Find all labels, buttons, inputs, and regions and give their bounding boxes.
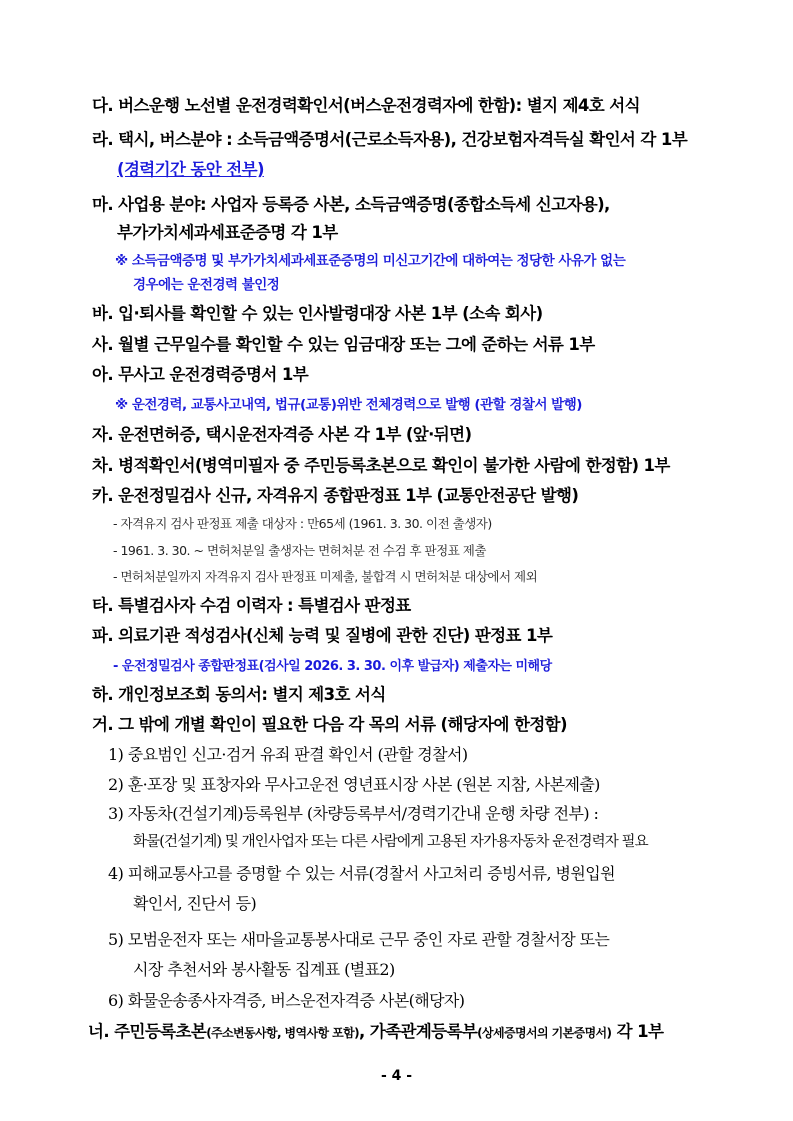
item-geo: 거. 그 밖에 개별 확인이 필요한 다음 각 목의 서류 (해당자에 한정함) <box>92 715 567 734</box>
item-geo-5-line1: 5) 모범운전자 또는 새마을교통봉사대로 근무 중인 자로 관할 경찰서장 또는 <box>108 930 610 949</box>
item-ba: 바. 입·퇴사를 확인할 수 있는 인사발령대장 사본 1부 (소속 회사) <box>92 304 543 323</box>
item-geo-1: 1) 중요범인 신고·검거 유죄 판결 확인서 (관할 경찰서) <box>108 745 468 764</box>
item-pa-sub: - 운전정밀검사 종합판정표(검사일 2026. 3. 30. 이후 발급자) 제출자는 미해당 <box>113 659 552 674</box>
item-ka-sub1: - 자격유지 검사 판정표 제출 대상자 : 만65세 (1961. 3. 30. 이전 출생자) <box>113 516 492 531</box>
item-a: 아. 무사고 운전경력증명서 1부 <box>92 365 309 384</box>
item-geo-4-line1: 4) 피해교통사고를 증명할 수 있는 서류(경찰서 사고처리 증빙서류, 병원입원 <box>108 864 615 883</box>
item-neo-paren2: (상세증명서의 기본증명서) <box>477 1026 612 1040</box>
item-geo-3-line2: 화물(건설기계) 및 개인사업자 또는 다른 사람에게 고용된 자가용자동차 운전경력자 필요 <box>133 834 648 850</box>
item-ka-sub3: - 면허처분일까지 자격유지 검사 판정표 미제출, 불합격 시 면허처분 대상에서 제외 <box>113 569 538 584</box>
item-neo-prefix: 너. 주민등록초본 <box>88 1022 207 1041</box>
item-geo-5-line2: 시장 추천서와 봉사활동 집계표 (별표2) <box>133 960 395 979</box>
item-ra: 라. 택시, 버스분야 : 소득금액증명서(근로소득자용), 건강보험자격득실 확인서 각 1부 <box>92 130 688 149</box>
item-neo-suffix: 각 1부 <box>611 1022 664 1041</box>
item-neo-paren1: (주소변동사항, 병역사항 포함) <box>206 1026 359 1040</box>
item-cha: 차. 병적확인서(병역미필자 중 주민등록초본으로 확인이 불가한 사람에 한정함) 1부 <box>92 456 670 475</box>
item-geo-4-line2: 확인서, 진단서 등) <box>133 894 257 913</box>
item-ma-note2: 경우에는 운전경력 불인정 <box>133 277 280 293</box>
item-sa: 사. 월별 근무일수를 확인할 수 있는 임금대장 또는 그에 준하는 서류 1부 <box>92 335 595 354</box>
item-a-note: ※ 운전경력, 교통사고내역, 법규(교통)위반 전체경력으로 발행 (관할 경찰서 발행) <box>115 397 582 413</box>
item-ma-line1: 마. 사업용 분야: 사업자 등록증 사본, 소득금액증명(종합소득세 신고자용), <box>92 195 610 214</box>
item-ma-note1: ※ 소득금액증명 및 부가가치세과세표준증명의 미신고기간에 대하여는 정당한 사유가 없는 <box>115 253 626 269</box>
item-da: 다. 버스운행 노선별 운전경력확인서(버스운전경력자에 한함): 별지 제4호 서식 <box>92 96 640 115</box>
item-neo-mid: , 가족관계등록부 <box>358 1022 478 1041</box>
item-ta: 타. 특별검사자 수검 이력자 : 특별검사 판정표 <box>92 596 411 615</box>
item-geo-3-line1: 3) 자동차(건설기계)등록원부 (차량등록부서/경력기간내 운행 차량 전부) : <box>108 804 599 823</box>
item-ka-sub2: - 1961. 3. 30. ~ 면허처분일 출생자는 면허처분 전 수검 후 판정표 제출 <box>113 543 486 558</box>
item-ma-line2: 부가가치세과세표준증명 각 1부 <box>117 223 338 242</box>
item-geo-2: 2) 훈·포장 및 표창자와 무사고운전 영년표시장 사본 (원본 지참, 사본제출) <box>108 775 600 794</box>
item-neo <box>88 1018 663 1042</box>
item-ja: 자. 운전면허증, 택시운전자격증 사본 각 1부 (앞·뒤면) <box>92 425 472 444</box>
item-geo-6: 6) 화물운송종사자격증, 버스운전자격증 사본(해당자) <box>108 991 465 1010</box>
item-ka: 카. 운전정밀검사 신규, 자격유지 종합판정표 1부 (교통안전공단 발행) <box>92 486 579 505</box>
item-pa: 파. 의료기관 적성검사(신체 능력 및 질병에 관한 진단) 판정표 1부 <box>92 626 553 645</box>
item-ha: 하. 개인정보조회 동의서: 별지 제3호 서식 <box>92 685 386 704</box>
page-number: - 4 - <box>380 1068 413 1084</box>
item-ra-note: (경력기간 동안 전부) <box>117 160 264 179</box>
